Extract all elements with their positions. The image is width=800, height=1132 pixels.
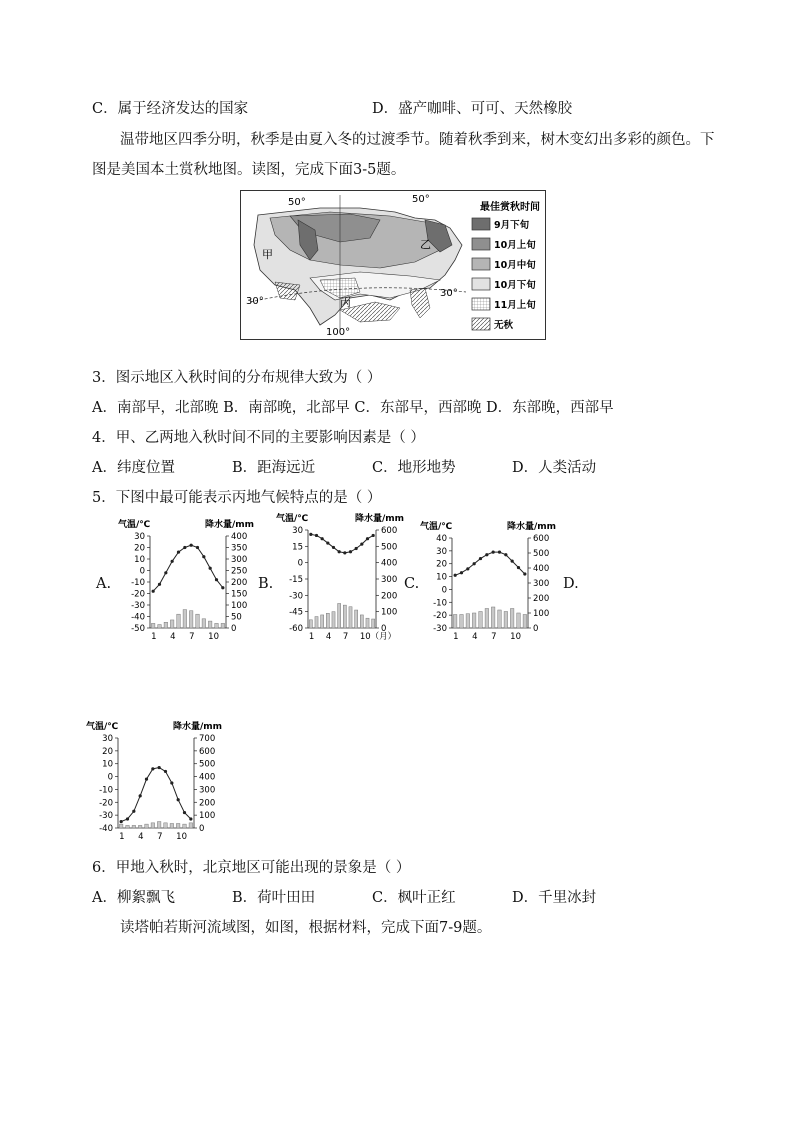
month-tick-label: 1: [453, 632, 459, 642]
precip-tick-label: 100: [199, 811, 216, 822]
temp-tick-label: 20: [436, 559, 447, 570]
temp-tick-label: 0: [297, 558, 303, 569]
temp-point: [498, 551, 501, 554]
temp-tick-label: -15: [289, 575, 303, 585]
precip-bar: [196, 614, 199, 628]
temp-point: [190, 544, 193, 547]
temp-point: [126, 817, 129, 820]
legend-swatch: [472, 318, 490, 330]
temp-tick-label: -20: [433, 611, 447, 622]
precip-tick-label: 500: [381, 542, 398, 553]
legend-swatch: [472, 258, 490, 270]
month-tick-label: 10（月）: [359, 632, 397, 642]
legend-label: 10月中旬: [494, 260, 536, 271]
temp-point: [120, 820, 123, 823]
temp-line: [153, 545, 223, 591]
precip-tick-label: 150: [231, 589, 248, 600]
precip-bar: [221, 623, 224, 628]
precip-tick-label: 0: [381, 624, 387, 634]
temp-point: [139, 794, 142, 797]
temp-tick-label: -20: [99, 798, 113, 809]
temp-point: [485, 553, 488, 556]
precip-bar: [202, 619, 205, 628]
temp-point: [209, 567, 212, 570]
month-tick-label: 10: [510, 632, 521, 642]
precip-tick-label: 200: [231, 578, 248, 588]
precip-bar: [315, 617, 318, 628]
question-4-option-a: A．纬度位置: [92, 460, 175, 476]
lat-label-50-west: 50°: [288, 197, 306, 208]
month-tick-label: 4: [170, 632, 176, 642]
temp-point: [152, 590, 155, 593]
precip-bar: [183, 610, 186, 628]
temp-tick-label: -30: [433, 624, 447, 634]
temp-point: [349, 550, 352, 553]
temp-tick-label: 10: [102, 759, 113, 770]
temp-tick-label: 30: [134, 532, 145, 542]
temp-tick-label: 0: [441, 585, 447, 596]
precip-axis-label: 降水量/mm: [506, 522, 556, 532]
precip-bar: [460, 615, 463, 629]
autumn-viewing-map: [240, 190, 546, 340]
temp-point: [360, 543, 363, 546]
precip-bar: [510, 609, 513, 629]
temp-tick-label: -10: [99, 785, 113, 796]
month-tick-label: 1: [119, 832, 125, 842]
temp-point: [454, 574, 457, 577]
lat-label-50-east: 50°: [412, 194, 430, 205]
temp-point: [164, 571, 167, 574]
precip-bar: [326, 613, 329, 628]
precip-bar: [332, 612, 335, 628]
precip-bar: [472, 613, 475, 628]
question-4-option-d: D．人类活动: [512, 460, 597, 476]
precip-bar: [119, 824, 122, 828]
lat-label-30-west: 30°: [246, 296, 264, 307]
temp-point: [177, 551, 180, 554]
precip-bar: [189, 611, 192, 628]
temp-point: [221, 586, 224, 589]
question-4: 4．甲、乙两地入秋时间不同的主要影响因素是（ ）: [92, 430, 425, 446]
legend-label: 10月下旬: [494, 280, 536, 291]
temp-tick-label: -40: [131, 612, 145, 623]
temp-tick-label: 15: [292, 542, 303, 553]
climate-chart-a: [116, 516, 256, 642]
month-tick-label: 10: [208, 632, 219, 642]
precip-bar: [372, 619, 375, 628]
month-tick-label: 7: [157, 832, 163, 842]
precip-bar: [355, 610, 358, 628]
temp-tick-label: -40: [99, 824, 113, 834]
temp-point: [196, 546, 199, 549]
temp-tick-label: -45: [289, 607, 303, 618]
precip-axis-label: 降水量/mm: [354, 514, 404, 524]
precip-tick-label: 400: [199, 772, 216, 783]
temp-axis-label: 气温/℃: [276, 514, 309, 524]
chart-b-label: B.: [258, 576, 274, 592]
lon-label-100: 100°: [326, 327, 351, 338]
temp-point: [326, 541, 329, 544]
temp-point: [511, 560, 514, 563]
precip-tick-label: 200: [533, 594, 550, 604]
precip-tick-label: 0: [533, 624, 539, 634]
temp-tick-label: -10: [433, 598, 447, 609]
precip-axis-label: 降水量/mm: [172, 722, 222, 732]
temp-tick-label: -30: [99, 811, 113, 822]
precip-axis-label: 降水量/mm: [204, 520, 254, 530]
legend-label: 10月上旬: [494, 240, 536, 251]
precip-bar: [349, 607, 352, 628]
precip-tick-label: 50: [231, 612, 242, 623]
temp-point: [171, 560, 174, 563]
place-jia: 甲: [262, 248, 273, 261]
climate-chart-b: [274, 510, 406, 642]
precip-bar: [170, 824, 173, 829]
precip-bar: [132, 825, 135, 828]
question-6: 6．甲地入秋时，北京地区可能出现的景象是（ ）: [92, 860, 411, 876]
precip-tick-label: 400: [381, 558, 398, 569]
month-tick-label: 1: [151, 632, 157, 642]
temp-point: [366, 537, 369, 540]
precip-bar: [517, 613, 520, 628]
question-6-option-c: C．枫叶正红: [372, 890, 456, 906]
precip-bar: [215, 623, 218, 628]
precip-tick-label: 500: [533, 549, 550, 559]
question-6-option-a: A．柳絮飘飞: [92, 890, 175, 906]
place-yi: 乙: [420, 238, 431, 251]
precip-bar: [504, 612, 507, 629]
precip-bar: [138, 825, 141, 828]
legend-swatch: [472, 238, 490, 250]
legend-swatch: [472, 218, 490, 230]
chart-d-label: D.: [563, 576, 579, 592]
temp-point: [372, 534, 375, 537]
temp-point: [170, 781, 173, 784]
month-tick-label: 7: [491, 632, 497, 642]
precip-bar: [338, 604, 341, 629]
lat-label-30-east: 30°: [440, 288, 458, 299]
legend-label: 11月上旬: [494, 300, 536, 311]
temp-tick-label: 0: [139, 566, 145, 577]
precip-tick-label: 300: [231, 555, 248, 565]
precip-bar: [151, 623, 154, 628]
temp-point: [189, 817, 192, 820]
temp-point: [355, 547, 358, 550]
precip-tick-label: 300: [381, 575, 398, 585]
month-tick-label: 10: [176, 832, 187, 842]
precip-tick-label: 600: [199, 746, 216, 757]
temp-tick-label: -10: [131, 578, 145, 588]
precip-bar: [343, 605, 346, 628]
prev-option-c: C．属于经济发达的国家: [92, 101, 249, 117]
temp-point: [151, 767, 154, 770]
precip-bar: [498, 610, 501, 628]
chart-c-label: C.: [404, 576, 420, 592]
temp-tick-label: -30: [289, 591, 303, 602]
temp-point: [315, 534, 318, 537]
temp-point: [460, 571, 463, 574]
temp-tick-label: 40: [436, 534, 447, 544]
chart-a-label: A.: [96, 576, 112, 592]
temp-point: [332, 546, 335, 549]
precip-tick-label: 350: [231, 543, 248, 554]
question-5: 5．下图中最可能表示丙地气候特点的是（ ）: [92, 490, 382, 506]
precip-bar: [177, 614, 180, 628]
precip-bar: [170, 620, 173, 628]
temp-line: [121, 768, 191, 822]
precip-bar: [479, 612, 482, 629]
precip-bar: [485, 609, 488, 629]
place-bing: 丙: [340, 296, 351, 309]
temp-point: [479, 557, 482, 560]
precip-bar: [164, 823, 167, 828]
precip-bar: [208, 621, 211, 628]
temp-tick-label: 0: [107, 772, 113, 783]
precip-tick-label: 500: [199, 759, 216, 770]
month-tick-label: 4: [325, 632, 332, 642]
question-3-options: A．南部早，北部晚 B．南部晚，北部早 C．东部早，西部晚 D．东部晚，西部早: [92, 400, 614, 416]
precip-bar: [523, 615, 526, 629]
legend-swatch: [472, 298, 490, 310]
temp-line: [311, 534, 373, 553]
climate-chart-c: [418, 518, 558, 642]
precip-bar: [466, 614, 469, 628]
precip-bar: [366, 618, 369, 628]
precip-tick-label: 200: [381, 591, 398, 602]
precip-tick-label: 250: [231, 566, 248, 577]
legend-title: 最佳赏秋时间: [480, 202, 540, 213]
precip-bar: [360, 615, 363, 628]
month-tick-label: 1: [308, 632, 315, 642]
precip-bar: [321, 615, 324, 628]
question-3: 3．图示地区入秋时间的分布规律大致为（ ）: [92, 370, 382, 386]
precip-bar: [189, 823, 192, 828]
month-tick-label: 7: [342, 632, 349, 642]
temp-point: [321, 537, 324, 540]
question-4-option-b: B．距海远近: [232, 460, 316, 476]
temp-point: [504, 553, 507, 556]
precip-tick-label: 0: [231, 624, 237, 634]
precip-bar: [126, 825, 129, 828]
temp-tick-label: -50: [131, 624, 145, 634]
temp-point: [158, 766, 161, 769]
precip-tick-label: 100: [231, 601, 248, 611]
legend-swatch: [472, 278, 490, 290]
question-6-option-d: D．千里冰封: [512, 890, 597, 906]
temp-tick-label: 10: [134, 555, 145, 565]
precip-tick-label: 200: [199, 798, 216, 809]
question-6-option-b: B．荷叶田田: [232, 890, 316, 906]
temp-point: [338, 550, 341, 553]
precip-tick-label: 400: [231, 532, 248, 542]
precip-bar: [453, 615, 456, 629]
temp-point: [183, 811, 186, 814]
temp-tick-label: 20: [102, 746, 113, 757]
precip-bar: [309, 620, 312, 628]
precip-bar: [176, 824, 179, 829]
precip-tick-label: 300: [199, 785, 216, 796]
legend-label: 无秋: [494, 320, 514, 331]
temp-axis-label: 气温/℃: [86, 722, 119, 732]
precip-tick-label: 0: [199, 824, 205, 834]
temp-point: [492, 551, 495, 554]
climate-chart-d: [84, 718, 224, 842]
prev-option-d: D．盛产咖啡、可可、天然橡胶: [372, 101, 573, 117]
precip-bar: [183, 824, 186, 828]
question-4-option-c: C．地形地势: [372, 460, 456, 476]
temp-point: [343, 551, 346, 554]
temp-point: [517, 566, 520, 569]
temp-point: [523, 572, 526, 575]
temp-point: [309, 533, 312, 536]
temp-tick-label: 30: [436, 546, 447, 557]
precip-tick-label: 400: [533, 564, 550, 574]
temp-line: [455, 552, 525, 575]
month-tick-label: 7: [189, 632, 195, 642]
legend-label: 9月下旬: [494, 220, 530, 231]
precip-bar: [491, 607, 494, 628]
precip-tick-label: 700: [199, 734, 216, 744]
temp-tick-label: 20: [134, 543, 145, 554]
precip-tick-label: 600: [533, 534, 550, 544]
month-tick-label: 4: [138, 832, 144, 842]
precip-tick-label: 600: [381, 526, 398, 536]
precip-bar: [158, 625, 161, 628]
precip-tick-label: 300: [533, 579, 550, 589]
temp-tick-label: 30: [102, 734, 113, 744]
temp-tick-label: 30: [292, 526, 303, 536]
intro-paragraph-line2: 图是美国本土赏秋地图。读图，完成下面3-5题。: [92, 162, 406, 178]
precip-tick-label: 100: [533, 609, 550, 619]
temp-point: [145, 778, 148, 781]
temp-point: [177, 798, 180, 801]
month-tick-label: 4: [472, 632, 478, 642]
precip-bar: [151, 823, 154, 828]
temp-axis-label: 气温/℃: [118, 520, 151, 530]
temp-point: [466, 567, 469, 570]
temp-tick-label: -20: [131, 589, 145, 600]
temp-point: [215, 578, 218, 581]
precip-bar: [164, 622, 167, 628]
precip-tick-label: 100: [381, 607, 398, 618]
temp-axis-label: 气温/℃: [420, 522, 453, 532]
temp-point: [132, 810, 135, 813]
temp-tick-label: -60: [289, 624, 303, 634]
temp-point: [158, 583, 161, 586]
intro-paragraph-line1: 温带地区四季分明，秋季是由夏入冬的过渡季节。随着秋季到来，树木变幻出多彩的颜色。下: [120, 132, 715, 148]
temp-point: [473, 562, 476, 565]
precip-bar: [145, 824, 148, 828]
intro-7-9: 读塔帕若斯河流域图，如图，根据材料，完成下面7-9题。: [120, 920, 492, 936]
precip-bar: [157, 822, 160, 828]
temp-point: [164, 770, 167, 773]
temp-tick-label: -30: [131, 601, 145, 611]
temp-point: [183, 546, 186, 549]
temp-point: [202, 555, 205, 558]
temp-tick-label: 10: [436, 572, 447, 583]
